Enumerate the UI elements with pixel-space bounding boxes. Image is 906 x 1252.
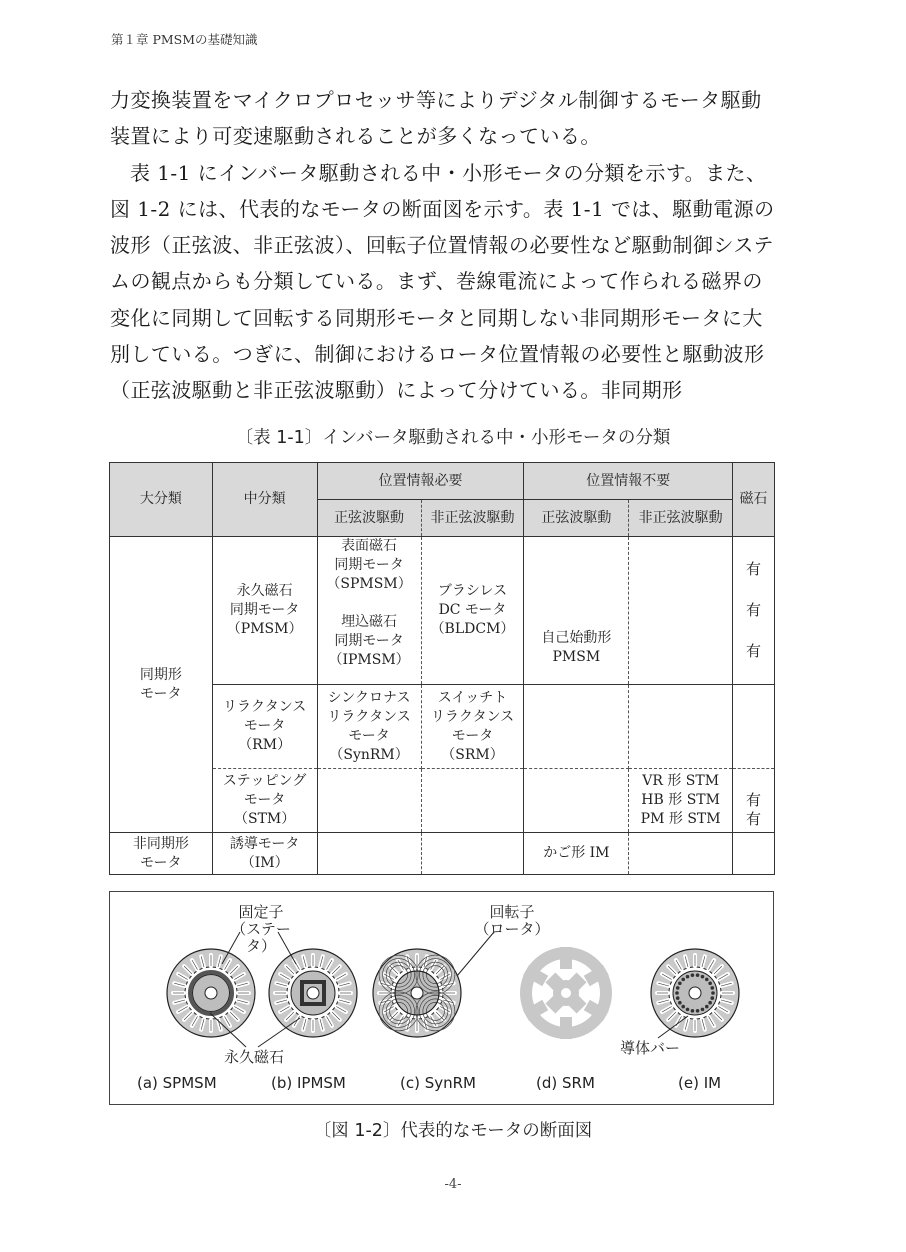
sub-label-a: (a) SPMSM <box>137 1074 217 1092</box>
embedded-magnet <box>322 980 326 1006</box>
running-header: 第１章 PMSMの基礎知識 <box>111 32 258 47</box>
cell-pmsm-nonsine-nopos <box>629 537 733 685</box>
paragraph-1: 力変換装置をマイクロプロセッサ等によりデジタル制御するモータ駆動装置により可変速駆動されることが多くなっている。 <box>110 88 762 149</box>
motor-cross-section-figure <box>109 891 774 1105</box>
conductor-bar <box>681 1005 685 1009</box>
cell-stm-nonsine <box>421 769 524 833</box>
page-number: -4- <box>444 1177 462 1192</box>
cell-rm-sine-nopos <box>524 685 629 769</box>
conductor-bar <box>710 996 714 1000</box>
stator-label: 固定子 （ステータ） <box>231 903 291 955</box>
shaft <box>307 987 319 999</box>
cell-im-sine <box>317 833 421 875</box>
cell-im-nonsine-nopos <box>629 833 733 875</box>
conductor-bar <box>676 996 680 1000</box>
conductor-bar <box>681 978 685 982</box>
embedded-magnet <box>300 980 304 1006</box>
header-sine: 正弦波駆動 <box>317 500 421 537</box>
cell-rm-sine: シンクロナス リラクタンス モータ （SynRM） <box>317 685 421 769</box>
shaft <box>689 987 701 999</box>
conductor-bar <box>678 981 682 985</box>
conductor-bar <box>705 978 709 982</box>
synrm-drawing <box>373 949 461 1037</box>
header-pos-required: 位置情報必要 <box>317 463 524 500</box>
rotor-label: 回転子 （ロータ） <box>474 903 550 938</box>
sub-label-b: (b) IPMSM <box>271 1074 346 1092</box>
cell-rm-nonsine-nopos <box>629 685 733 769</box>
cell-pmsm-sine-nopos: 自己始動形 PMSM <box>524 537 629 685</box>
cell-rm-nonsine: スイッチト リラクタンス モータ （SRM） <box>421 685 524 769</box>
conductor-bar <box>708 981 712 985</box>
header-sine-2: 正弦波駆動 <box>524 500 629 537</box>
bar-label: 導体バー <box>619 1039 680 1057</box>
paragraph-2: 表 1-1 にインバータ駆動される中・小形モータの分類を示す。また、図 1-2 には、代表的なモータの断面図を示す。表 1-1 では、駆動電源の波形（正弦波、非正弦波）、回転子位置情報の必要性など駆動制御システムの観点からも分類している。まず、巻線電流によって作られる磁界の変化に同期して回転する同期形モータと同期しない非同期形モータに大別している。つぎに、制御におけるロータ位置情報の必要性と駆動波形（正弦波駆動と非正弦波駆動）によって分けている。非同期形 <box>110 160 775 403</box>
cell-stm-sine <box>317 769 421 833</box>
sub-label-d: (d) SRM <box>536 1074 595 1092</box>
cell-sync-major: 同期形 モータ <box>110 537 213 833</box>
cell-pmsm-nonsine: ブラシレス DC モータ （BLDCM） <box>421 537 524 685</box>
header-nonsine: 非正弦波駆動 <box>421 500 524 537</box>
shaft <box>561 988 571 998</box>
conductor-bar <box>678 1001 682 1005</box>
cell-im-sine-nopos: かご形 IM <box>524 833 629 875</box>
body-text <box>110 82 778 409</box>
conductor-bar <box>686 1008 690 1012</box>
motor-classification-table <box>109 462 775 875</box>
conductor-bar <box>676 986 680 990</box>
shaft <box>411 987 423 999</box>
conductor-bar <box>691 973 695 977</box>
conductor-bar <box>701 1008 705 1012</box>
srm-pole-body <box>560 1017 572 1039</box>
sub-label-e: (e) IM <box>678 1074 722 1092</box>
figure-caption: 〔図 1-2〕代表的なモータの断面図 <box>313 1121 593 1141</box>
srm-pole-body <box>560 947 572 969</box>
cell-im-magnet <box>733 833 775 875</box>
conductor-bar <box>705 1005 709 1009</box>
cell-stm-mid: ステッピング モータ （STM） <box>212 769 317 833</box>
conductor-bar <box>696 973 700 977</box>
cell-pmsm-magnet: 有 有 有 <box>733 537 775 685</box>
cell-async-major: 非同期形 モータ <box>110 833 213 875</box>
im-drawing <box>651 949 739 1037</box>
cell-rm-magnet <box>733 685 775 769</box>
conductor-bar <box>675 991 679 995</box>
motor-drawings <box>110 892 773 1104</box>
srm-stator-pole <box>560 1017 572 1039</box>
header-pos-not-required: 位置情報不要 <box>524 463 733 500</box>
spmsm-drawing <box>167 949 255 1037</box>
header-nonsine-2: 非正弦波駆動 <box>629 500 733 537</box>
conductor-bar <box>686 975 690 979</box>
table-caption: 〔表 1-1〕インバータ駆動される中・小形モータの分類 <box>235 428 671 448</box>
ipmsm-drawing <box>269 949 357 1037</box>
cell-stm-sine-nopos <box>524 769 629 833</box>
conductor-bar <box>711 991 715 995</box>
magnet-label: 永久磁石 <box>223 1048 284 1066</box>
header-mid: 中分類 <box>212 463 317 537</box>
cell-stm-magnet: 有 有 <box>733 769 775 833</box>
srm-stator-pole <box>560 947 572 969</box>
table-row <box>110 833 775 875</box>
cell-im-mid: 誘導モータ （IM） <box>212 833 317 875</box>
conductor-bar <box>696 1009 700 1013</box>
cell-im-nonsine <box>421 833 524 875</box>
cell-pmsm-sine: 表面磁石 同期モータ （SPMSM） 埋込磁石 同期モータ （IPMSM） <box>317 537 421 685</box>
conductor-bar <box>710 986 714 990</box>
rotor-leader <box>457 932 494 976</box>
conductor-bar <box>708 1001 712 1005</box>
table-row <box>110 537 775 685</box>
conductor-bar <box>691 1009 695 1013</box>
cell-pmsm-mid: 永久磁石 同期モータ （PMSM） <box>212 537 317 685</box>
sub-label-c: (c) SynRM <box>400 1074 476 1092</box>
shaft <box>205 987 217 999</box>
cell-stm-nonsine-nopos: VR 形 STM HB 形 STM PM 形 STM <box>629 769 733 833</box>
cell-rm-mid: リラクタンス モータ （RM） <box>212 685 317 769</box>
srm-drawing <box>520 947 612 1039</box>
conductor-bar <box>701 975 705 979</box>
header-magnet: 磁石 <box>733 463 775 537</box>
header-major: 大分類 <box>110 463 213 537</box>
